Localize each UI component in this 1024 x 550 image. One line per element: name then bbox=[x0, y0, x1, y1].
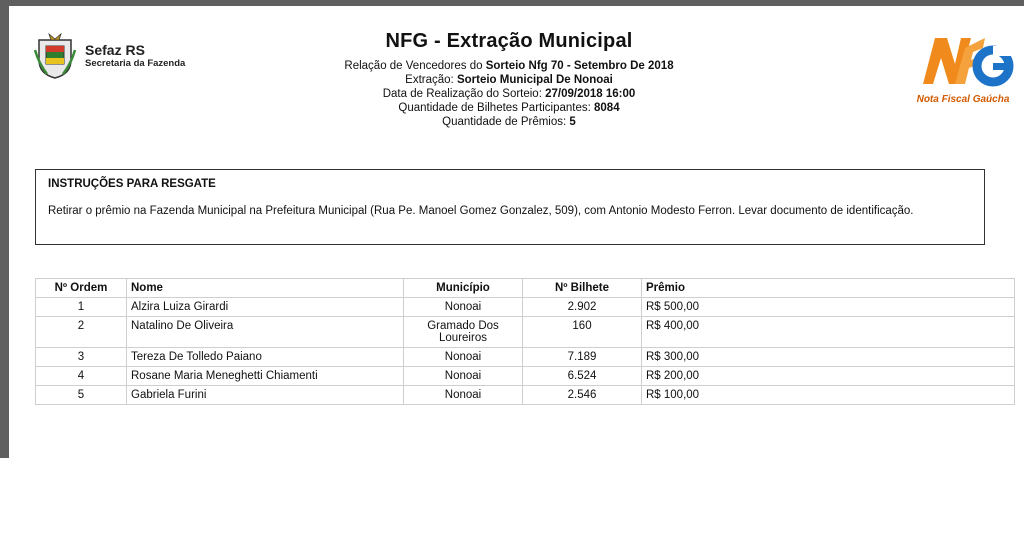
extracao-label: Extração: bbox=[405, 74, 454, 86]
cell-nome: Rosane Maria Meneghetti Chiamenti bbox=[127, 367, 404, 386]
cell-premio: R$ 300,00 bbox=[642, 348, 1015, 367]
column-header-nome: Nome bbox=[127, 279, 404, 298]
cell-ordem: 2 bbox=[36, 317, 127, 348]
cell-nome: Gabriela Furini bbox=[127, 386, 404, 405]
cell-bilhete: 160 bbox=[523, 317, 642, 348]
sefaz-name: Sefaz RS bbox=[85, 41, 145, 58]
cell-premio: R$ 100,00 bbox=[642, 386, 1015, 405]
instructions-title: INSTRUÇÕES PARA RESGATE bbox=[48, 178, 216, 190]
cell-ordem: 4 bbox=[36, 367, 127, 386]
relacao-value: Sorteio Nfg 70 - Setembro De 2018 bbox=[485, 60, 674, 72]
document-header bbox=[259, 30, 759, 129]
cell-ordem: 3 bbox=[36, 348, 127, 367]
rs-coat-of-arms-icon bbox=[33, 30, 77, 80]
data-line bbox=[259, 87, 759, 101]
relacao-line bbox=[259, 59, 759, 73]
extracao-value: Sorteio Municipal De Nonoai bbox=[456, 74, 613, 86]
cell-premio: R$ 400,00 bbox=[642, 317, 1015, 348]
cell-municipio: Nonoai bbox=[404, 367, 523, 386]
table-row bbox=[36, 298, 1015, 317]
cell-bilhete: 2.902 bbox=[523, 298, 642, 317]
cell-nome: Alzira Luiza Girardi bbox=[127, 298, 404, 317]
cell-municipio: Nonoai bbox=[404, 348, 523, 367]
cell-nome: Tereza De Tolledo Paiano bbox=[127, 348, 404, 367]
instructions-box bbox=[35, 169, 985, 245]
nfg-caption: Nota Fiscal Gaúcha bbox=[916, 94, 1010, 105]
cell-municipio: Gramado Dos Loureiros bbox=[404, 317, 523, 348]
data-value: 27/09/2018 16:00 bbox=[545, 88, 636, 100]
column-header-premio: Prêmio bbox=[642, 279, 1015, 298]
column-header-municipio: Município bbox=[404, 279, 523, 298]
instructions-text: Retirar o prêmio na Fazenda Municipal na Prefeitura Municipal (Rua Pe. Manoel Gomez Gonzalez, 509), com Antonio Modesto Ferron. Levar documento de identificação. bbox=[48, 205, 914, 217]
sefaz-subtitle: Secretaria da Fazenda bbox=[85, 57, 186, 69]
cell-municipio: Nonoai bbox=[404, 298, 523, 317]
table-row bbox=[36, 317, 1015, 348]
table-row bbox=[36, 386, 1015, 405]
column-header-ordem: Nº Ordem bbox=[36, 279, 127, 298]
cell-premio: R$ 500,00 bbox=[642, 298, 1015, 317]
cell-premio: R$ 200,00 bbox=[642, 367, 1015, 386]
table-row bbox=[36, 348, 1015, 367]
nfg-logo bbox=[909, 30, 1017, 110]
table-header-row bbox=[36, 279, 1015, 298]
cell-ordem: 5 bbox=[36, 386, 127, 405]
cell-ordem: 1 bbox=[36, 298, 127, 317]
premios-line bbox=[259, 115, 759, 129]
cell-nome: Natalino De Oliveira bbox=[127, 317, 404, 348]
table-row bbox=[36, 367, 1015, 386]
data-label: Data de Realização do Sorteio: bbox=[382, 88, 542, 100]
relacao-label: Relação de Vencedores do bbox=[344, 60, 483, 72]
cell-bilhete: 7.189 bbox=[523, 348, 642, 367]
document-page bbox=[9, 6, 1024, 458]
winners-table bbox=[35, 278, 1015, 405]
bilhetes-value: 8084 bbox=[594, 102, 620, 114]
cell-bilhete: 2.546 bbox=[523, 386, 642, 405]
premios-value: 5 bbox=[569, 116, 576, 128]
premios-label: Quantidade de Prêmios: bbox=[442, 116, 567, 128]
nfg-logo-icon bbox=[909, 30, 1017, 94]
column-header-bilhete: Nº Bilhete bbox=[523, 279, 642, 298]
bilhetes-line bbox=[259, 101, 759, 115]
page-title: NFG - Extração Municipal bbox=[385, 30, 633, 52]
bilhetes-label: Quantidade de Bilhetes Participantes: bbox=[398, 102, 591, 114]
cell-bilhete: 6.524 bbox=[523, 367, 642, 386]
extracao-line bbox=[259, 73, 759, 87]
cell-municipio: Nonoai bbox=[404, 386, 523, 405]
sefaz-logo bbox=[33, 30, 185, 80]
